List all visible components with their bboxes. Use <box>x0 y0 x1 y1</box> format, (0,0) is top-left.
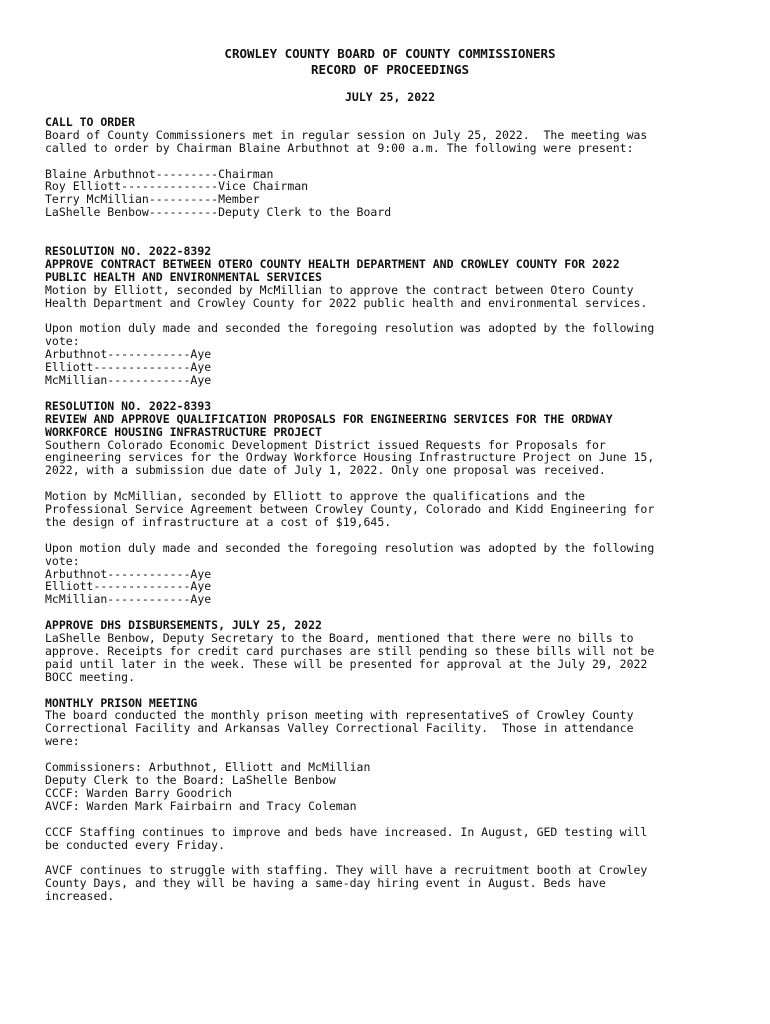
section-heading: CALL TO ORDER <box>45 114 136 129</box>
header-title: CROWLEY COUNTY BOARD OF COUNTY COMMISSIONERS <box>224 46 556 61</box>
text-line: Professional Service Agreement between Crowley County, Colorado and Kidd Engineering for <box>45 502 655 517</box>
resolution-title: REVIEW AND APPROVE QUALIFICATION PROPOSALS FOR ENGINEERING SERVICES FOR THE ORDWAY <box>45 411 613 426</box>
document-header <box>45 46 735 77</box>
text-line: The board conducted the monthly prison meeting with representativeS of Crowley County <box>45 708 634 723</box>
text-line: called to order by Chairman Blaine Arbuthnot at 9:00 a.m. The following were present: <box>45 140 634 155</box>
vote-line: Elliott--------------Aye <box>45 360 212 375</box>
attendance-line: Deputy Clerk to the Board: LaShelle Benbow <box>45 772 336 787</box>
text-line: Health Department and Crowley County for 2022 public health and environmental services. <box>45 295 648 310</box>
attendee-line: Roy Elliott--------------Vice Chairman <box>45 179 309 194</box>
attendee-line: LaShelle Benbow----------Deputy Clerk to the Board <box>45 205 392 220</box>
text-line: increased. <box>45 889 115 904</box>
resolution-title: APPROVE CONTRACT BETWEEN OTERO COUNTY HEALTH DEPARTMENT AND CROWLEY COUNTY FOR 2022 <box>45 256 620 271</box>
vote-line: Arbuthnot------------Aye <box>45 347 212 362</box>
text-line: vote: <box>45 334 80 349</box>
text-line: Correctional Facility and Arkansas Valley Correctional Facility. Those in attendance <box>45 721 634 736</box>
document-page <box>45 46 735 903</box>
text-line: paid until later in the week. These will be presented for approval at the July 29, 2022 <box>45 656 648 671</box>
section-resolution-2022-8392 <box>45 245 735 387</box>
text-line: Motion by McMillian, seconded by Elliott to approve the qualifications and the <box>45 489 586 504</box>
attendee-line: Terry McMillian----------Member <box>45 192 260 207</box>
vote-line: McMillian------------Aye <box>45 592 212 607</box>
section-heading: MONTHLY PRISON MEETING <box>45 695 198 710</box>
vote-line: McMillian------------Aye <box>45 372 212 387</box>
attendance-line: CCCF: Warden Barry Goodrich <box>45 785 232 800</box>
section-dhs-disbursements <box>45 619 735 684</box>
resolution-number: RESOLUTION NO. 2022-8393 <box>45 398 212 413</box>
text-line: Upon motion duly made and seconded the foregoing resolution was adopted by the following <box>45 321 655 336</box>
section-heading: APPROVE DHS DISBURSEMENTS, JULY 25, 2022 <box>45 618 322 633</box>
text-line: Board of County Commissioners met in regular session on July 25, 2022. The meeting was <box>45 127 648 142</box>
resolution-number: RESOLUTION NO. 2022-8392 <box>45 243 212 258</box>
meeting-date: JULY 25, 2022 <box>344 90 435 104</box>
section-monthly-prison-meeting <box>45 697 735 903</box>
attendance-line: Commissioners: Arbuthnot, Elliott and McMillian <box>45 760 371 775</box>
text-line: County Days, and they will be having a same-day hiring event in August. Beds have <box>45 876 606 891</box>
section-call-to-order <box>45 116 735 219</box>
section-resolution-2022-8393 <box>45 400 735 606</box>
text-line: AVCF continues to struggle with staffing. They will have a recruitment booth at Crowley <box>45 863 648 878</box>
text-line: Motion by Elliott, seconded by McMillian to approve the contract between Otero County <box>45 282 634 297</box>
text-line: the design of infrastructure at a cost of $19,645. <box>45 514 392 529</box>
text-line: engineering services for the Ordway Workforce Housing Infrastructure Project on June 15, <box>45 450 655 465</box>
text-line: 2022, with a submission due date of July 1, 2022. Only one proposal was received. <box>45 463 606 478</box>
attendee-line: Blaine Arbuthnot---------Chairman <box>45 166 274 181</box>
resolution-title: PUBLIC HEALTH AND ENVIRONMENTAL SERVICES <box>45 269 322 284</box>
resolution-title: WORKFORCE HOUSING INFRASTRUCTURE PROJECT <box>45 424 322 439</box>
text-line: were: <box>45 734 80 749</box>
text-line: CCCF Staffing continues to improve and beds have increased. In August, GED testing will <box>45 824 648 839</box>
text-line: Upon motion duly made and seconded the foregoing resolution was adopted by the following <box>45 540 655 555</box>
attendance-line: AVCF: Warden Mark Fairbairn and Tracy Coleman <box>45 798 357 813</box>
vote-line: Elliott--------------Aye <box>45 579 212 594</box>
text-line: BOCC meeting. <box>45 669 136 684</box>
header-subtitle: RECORD OF PROCEEDINGS <box>310 61 470 77</box>
text-line: approve. Receipts for credit card purchases are still pending so these bills will not be <box>45 643 655 658</box>
text-line: LaShelle Benbow, Deputy Secretary to the Board, mentioned that there were no bills to <box>45 631 634 646</box>
text-line: vote: <box>45 553 80 568</box>
text-line: be conducted every Friday. <box>45 837 226 852</box>
text-line: Southern Colorado Economic Development District issued Requests for Proposals for <box>45 437 606 452</box>
vote-line: Arbuthnot------------Aye <box>45 566 212 581</box>
